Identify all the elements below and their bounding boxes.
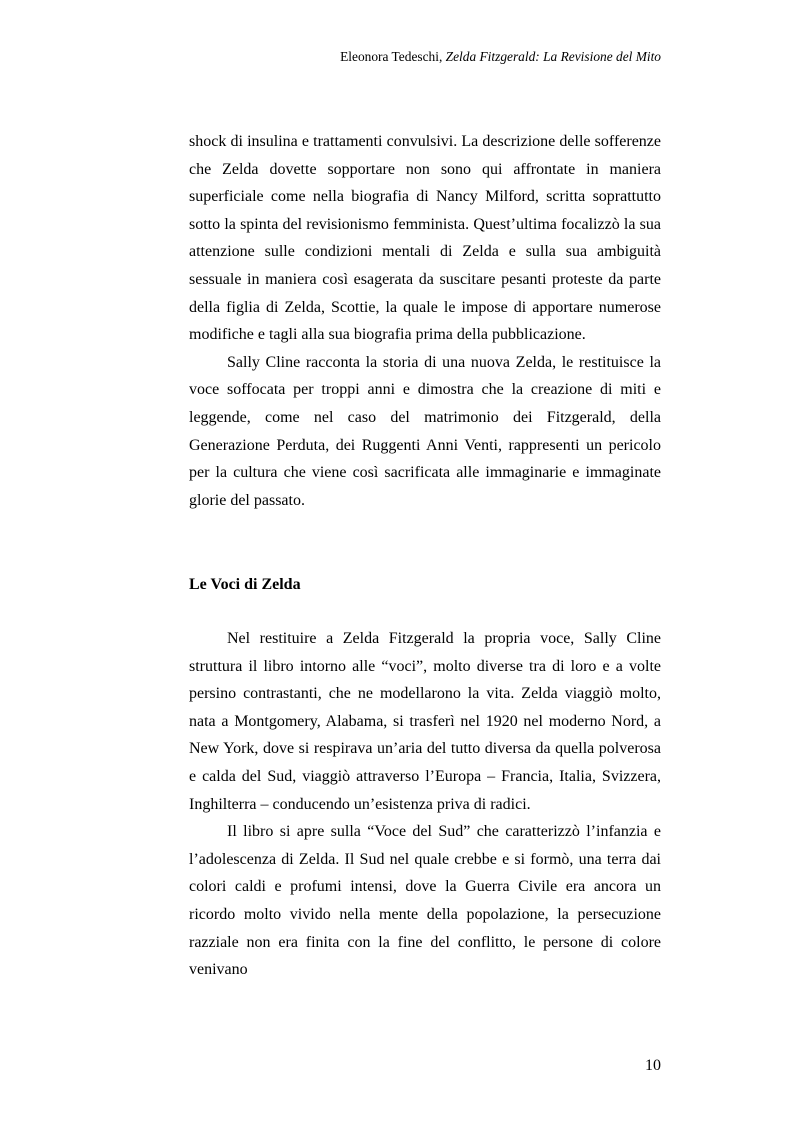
header-author: Eleonora Tedeschi, bbox=[340, 49, 446, 64]
section-heading: Le Voci di Zelda bbox=[189, 576, 301, 593]
running-header bbox=[190, 47, 661, 67]
body-text-bottom bbox=[189, 625, 661, 984]
paragraph-continuation: shock di insulina e trattamenti convulsivi. La descrizione delle sofferenze che Zelda dovette sopportare non sono qui affrontate in maniera superficiale come nella biografia di Nancy Milford, scritta soprattutto sotto la spinta del revisionismo femminista. Quest’ultima focalizzò la sua attenzione sulle condizioni mentali di Zelda e sulla sua ambiguità sessuale in maniera così esagerata da suscitare pesanti proteste da parte della figlia di Zelda, Scottie, la quale le impose di apportare numerose modifiche e tagli alla sua biografia prima della pubblicazione. bbox=[189, 133, 661, 344]
header-book-title: Zelda Fitzgerald: La Revisione del Mito bbox=[445, 49, 661, 64]
paragraph-sally-cline: Sally Cline racconta la storia di una nuova Zelda, le restituisce la voce soffocata per troppi anni e dimostra che la creazione di miti e leggende, come nel caso del matrimonio dei Fitzgerald, della Generazione Perduta, dei Ruggenti Anni Venti, rappresenti un pericolo per la cultura che viene così sacrificata alle immaginarie e immaginate glorie del passato. bbox=[189, 353, 661, 509]
paragraph-voci: Nel restituire a Zelda Fitzgerald la propria voce, Sally Cline struttura il libro intorno alle “voci”, molto diverse tra di loro e a volte persino contrastanti, che ne modellarono la vita. Zelda viaggiò molto, nata a Montgomery, Alabama, si trasferì nel 1920 nel moderno Nord, a New York, dove si respirava un’aria del tutto diversa da quella polverosa e calda del Sud, viaggiò attraverso l’Europa – Francia, Italia, Svizzera, Inghilterra – conducendo un’esistenza priva di radici. bbox=[189, 630, 661, 813]
page-number: 10 bbox=[645, 1057, 661, 1074]
body-text-top bbox=[189, 128, 661, 514]
paragraph-voce-del-sud: Il libro si apre sulla “Voce del Sud” che caratterizzò l’infanzia e l’adolescenza di Zelda. Il Sud nel quale crebbe e si formò, una terra dai colori caldi e profumi intensi, dove la Guerra Civile era ancora un ricordo molto vivido nella mente della popolazione, la persecuzione razziale non era finita con la fine del conflitto, le persone di colore venivano bbox=[189, 823, 661, 979]
